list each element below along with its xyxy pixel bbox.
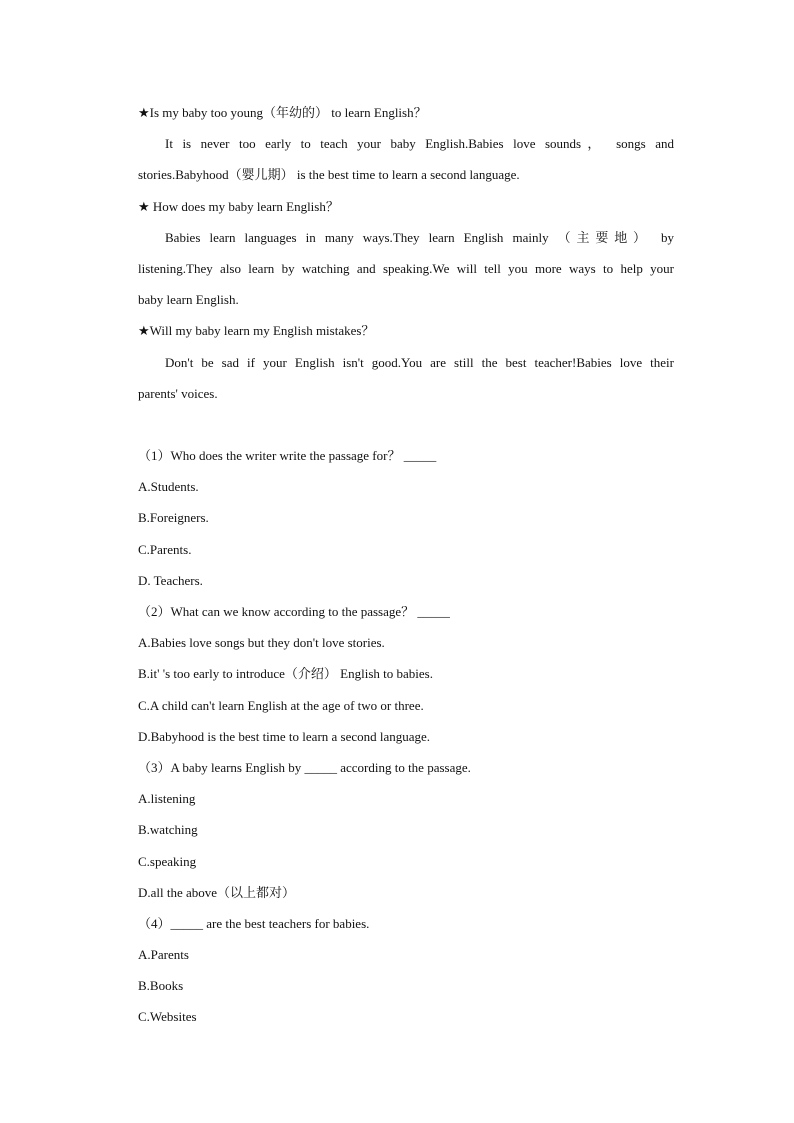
paragraph-1-line-1: It is never too early to teach your baby English.Babies love sounds， songs and xyxy=(165,136,674,152)
paragraph-2-line-2: listening.They also learn by watching and speaking.We will tell you more ways to help your xyxy=(138,260,674,276)
question-stem: （3）A baby learns English by _____ according to the passage. xyxy=(138,759,471,775)
answer-option: B.Foreigners. xyxy=(138,510,209,526)
paragraph-2-line-1: Babies learn languages in many ways.They learn English mainly （主要地） by xyxy=(165,229,674,245)
document-page xyxy=(138,97,674,1033)
answer-option: A.Students. xyxy=(138,479,199,495)
question-stem: （4）_____ are the best teachers for babies. xyxy=(138,915,370,931)
section-heading-3: ★Will my baby learn my English mistakes？ xyxy=(138,323,375,339)
answer-option: D.Babyhood is the best time to learn a second language. xyxy=(138,728,431,744)
answer-option: B.watching xyxy=(138,822,198,838)
answer-option: A.Babies love songs but they don't love stories. xyxy=(138,635,385,651)
question-stem: （1）Who does the writer write the passage for？ _____ xyxy=(138,448,437,464)
spacer xyxy=(138,409,674,440)
paragraph-3-line-2: parents' voices. xyxy=(138,385,218,401)
answer-option: D. Teachers. xyxy=(138,572,203,588)
answer-option: B.Books xyxy=(138,978,184,994)
paragraph-3-line-1: Don't be sad if your English isn't good.You are still the best teacher!Babies love their xyxy=(165,354,674,370)
question-stem: （2）What can we know according to the passage？ _____ xyxy=(138,604,450,619)
answer-option: C.Parents. xyxy=(138,541,192,557)
question-2 xyxy=(138,596,674,752)
answer-option: C.A child can't learn English at the age of two or three. xyxy=(138,697,424,713)
question-1 xyxy=(138,440,674,596)
answer-option: B.it' 's too early to introduce（介绍） English to babies. xyxy=(138,666,433,682)
paragraph-1-line-2: stories.Babyhood（婴儿期） is the best time to learn a second language. xyxy=(138,167,520,183)
question-list xyxy=(138,440,674,1033)
paragraph-2-line-3: baby learn English. xyxy=(138,292,239,308)
answer-option: A.listening xyxy=(138,791,196,807)
question-3 xyxy=(138,752,674,908)
section-heading-1: ★Is my baby too young（年幼的） to learn English？ xyxy=(138,105,427,120)
answer-option: C.Websites xyxy=(138,1009,197,1025)
answer-option: C.speaking xyxy=(138,853,197,869)
question-4 xyxy=(138,908,674,1033)
section-heading-2: ★ How does my baby learn English？ xyxy=(138,198,339,214)
answer-option: D.all the above（以上都对） xyxy=(138,884,296,900)
answer-option: A.Parents xyxy=(138,947,189,963)
reading-passage xyxy=(138,97,674,409)
